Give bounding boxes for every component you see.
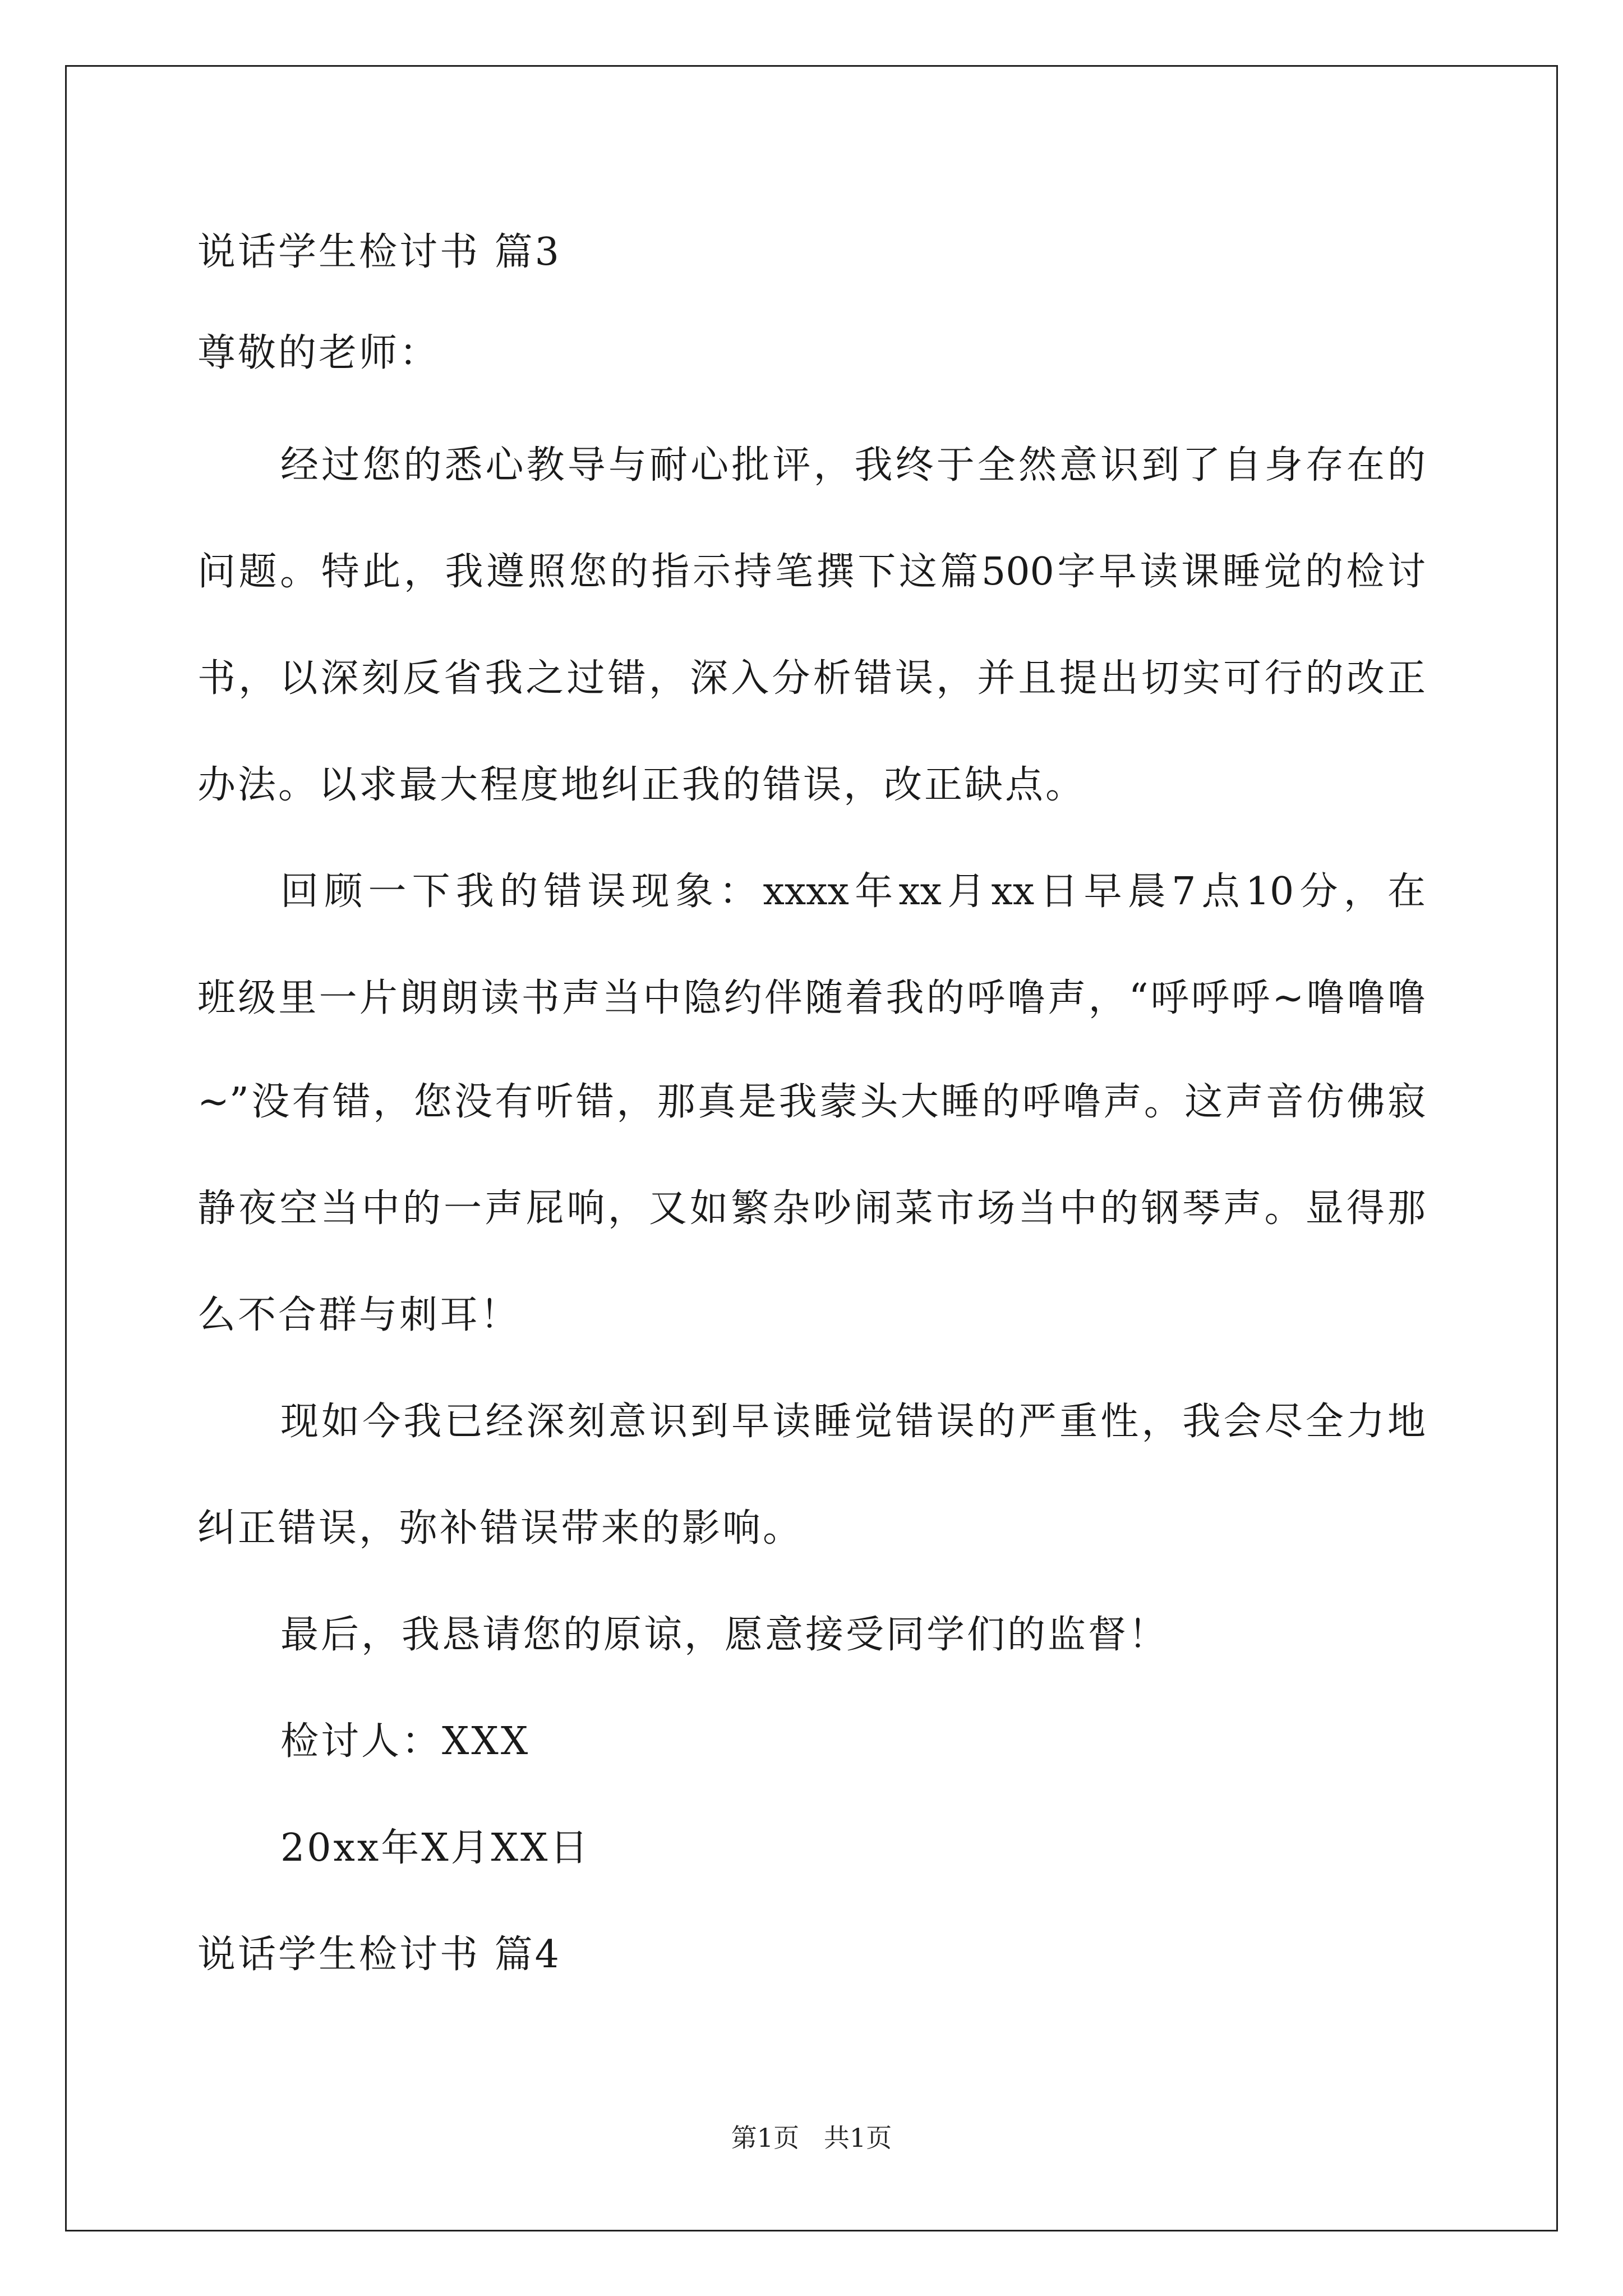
- section-title: 说话学生检讨书 篇4: [197, 1932, 561, 1977]
- page-border: [65, 65, 1558, 2231]
- closing-line: 最后，我恳请您的原谅，愿意接受同学们的监督！: [280, 1613, 1169, 1657]
- date: 20xx年X月XX日: [280, 1826, 591, 1870]
- signer: 检讨人：XXX: [280, 1719, 531, 1764]
- paragraph-line: 么不合群与刺耳！: [197, 1293, 521, 1337]
- salutation: 尊敬的老师：: [197, 331, 440, 375]
- paragraph-line: 办法。以求最大程度地纠正我的错误，改正缺点。: [197, 763, 1086, 807]
- page-footer: 第1页 共1页: [731, 2123, 892, 2153]
- paragraph-line: 静夜空当中的一声屁响，又如繁杂吵闹菜市场当中的钢琴声。显得那: [197, 1186, 1426, 1231]
- paragraph-line: ~”没有错，您没有听错，那真是我蒙头大睡的呼噜声。这声音仿佛寂: [197, 1080, 1426, 1124]
- paragraph-line: 回顾一下我的错误现象：xxxx年xx月xx日早晨7点10分，在: [280, 869, 1426, 914]
- paragraph-line: 班级里一片朗朗读书声当中隐约伴随着我的呼噜声，“呼呼呼~噜噜噜: [197, 976, 1426, 1020]
- paragraph-line: 书，以深刻反省我之过错，深入分析错误，并且提出切实可行的改正: [197, 656, 1426, 701]
- paragraph-line: 问题。特此，我遵照您的指示持笔撰下这篇500字早读课睡觉的检讨: [197, 550, 1426, 594]
- paragraph-line: 纠正错误，弥补错误带来的影响。: [197, 1506, 804, 1550]
- section-title: 说话学生检讨书 篇3: [197, 230, 561, 274]
- paragraph-line: 现如今我已经深刻意识到早读睡觉错误的严重性，我会尽全力地: [280, 1400, 1426, 1444]
- paragraph-line: 经过您的悉心教导与耐心批评，我终于全然意识到了自身存在的: [280, 443, 1426, 487]
